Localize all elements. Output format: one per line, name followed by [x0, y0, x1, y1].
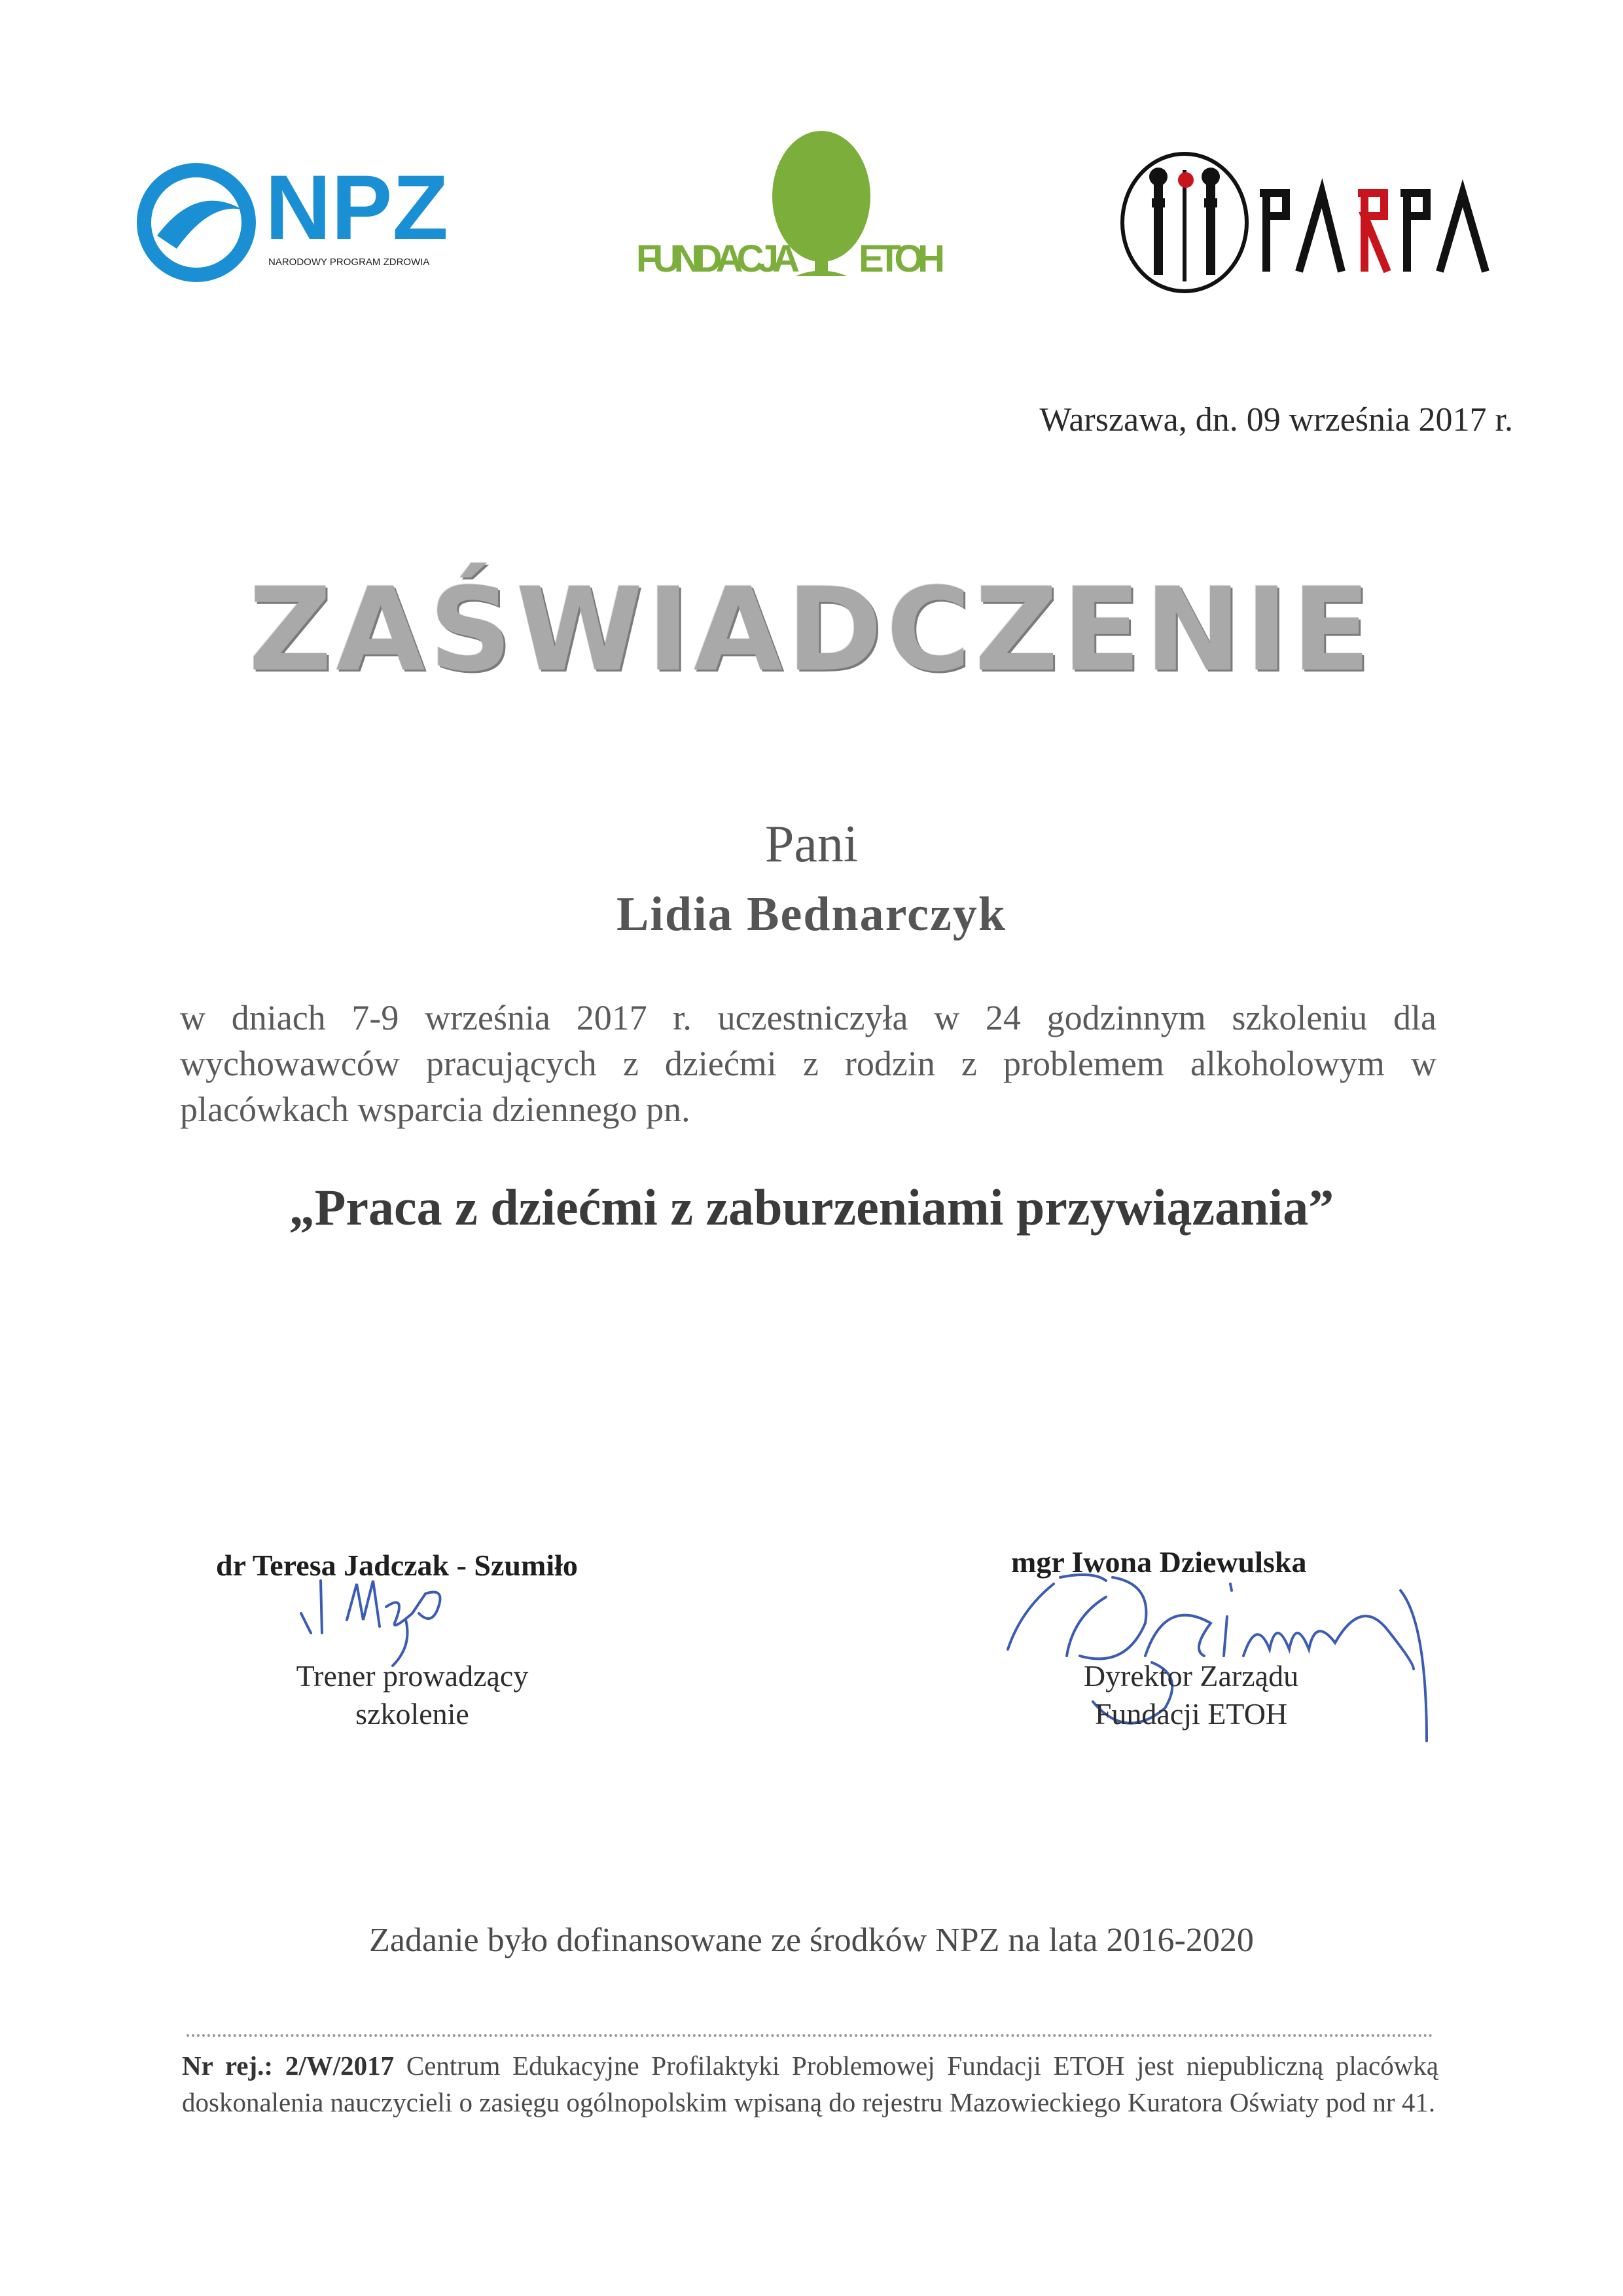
etoh-logo-right: ETOH: [859, 238, 945, 280]
salutation: Pani: [764, 816, 859, 873]
registry-number: 2/W/2017: [285, 2051, 395, 2081]
signatory-left-role-line1: Trener prowadzący: [296, 1659, 529, 1693]
registry-label: Nr rej.:: [182, 2051, 274, 2081]
registry-note: [182, 2047, 1438, 2121]
signatory-left-role: [223, 1657, 602, 1733]
npz-logo: [131, 157, 497, 288]
npz-logo-subtitle: NARODOWY PROGRAM ZDROWIA: [268, 257, 430, 268]
signatory-right-role-line2: Fundacji ETOH: [1094, 1697, 1288, 1731]
signatory-right-role-line1: Dyrektor Zarządu: [1083, 1659, 1299, 1693]
date-line: Warszawa, dn. 09 września 2017 r.: [1039, 401, 1513, 439]
body-text: w dniach 7-9 września 2017 r. uczestniczyła w 24 godzinnym szkoleniu dla wychowawców pracujących z dziećmi z rodzin z problemem alkoholowym w placówkach wsparcia dziennego pn.: [180, 998, 1436, 1129]
funding-note: Zadanie było dofinansowane ze środków NPZ na lata 2016-2020: [369, 1922, 1254, 1959]
signatory-left-role-line2: szkolenie: [355, 1697, 469, 1731]
signatory-left-name: dr Teresa Jadczak - Szumiło: [216, 1549, 578, 1582]
document-title: ZAŚWIADCZENIE: [248, 563, 1375, 697]
registry-text: Centrum Edukacyjne Profilaktyki Problemowej Fundacji ETOH jest niepubliczną placówką doskonalenia nauczycieli o zasięgu ogólnopolskim wpisaną do rejestru Mazowieckiego Kuratora Oświaty pod nr 41.: [182, 2051, 1439, 2117]
npz-swoosh-icon: [144, 170, 249, 275]
parpa-wordmark: [1260, 193, 1486, 272]
etoh-logo: [628, 124, 982, 288]
npz-logo-name: NPZ: [265, 157, 448, 259]
signatory-right-role: [1021, 1657, 1361, 1733]
course-title: „Praca z dziećmi z zaburzeniami przywiązania”: [289, 1179, 1334, 1236]
recipient-name: Lidia Bednarczyk: [616, 888, 1007, 941]
etoh-logo-left: FUNDACJA: [636, 238, 800, 280]
signature-right-drawing: [995, 1545, 1518, 1767]
signatory-right-name: mgr Iwona Dziewulska: [1011, 1545, 1307, 1579]
adam-eve-emblem-icon: [1122, 154, 1247, 291]
parpa-logo: [1113, 144, 1518, 295]
dotted-divider: [187, 2034, 1433, 2037]
